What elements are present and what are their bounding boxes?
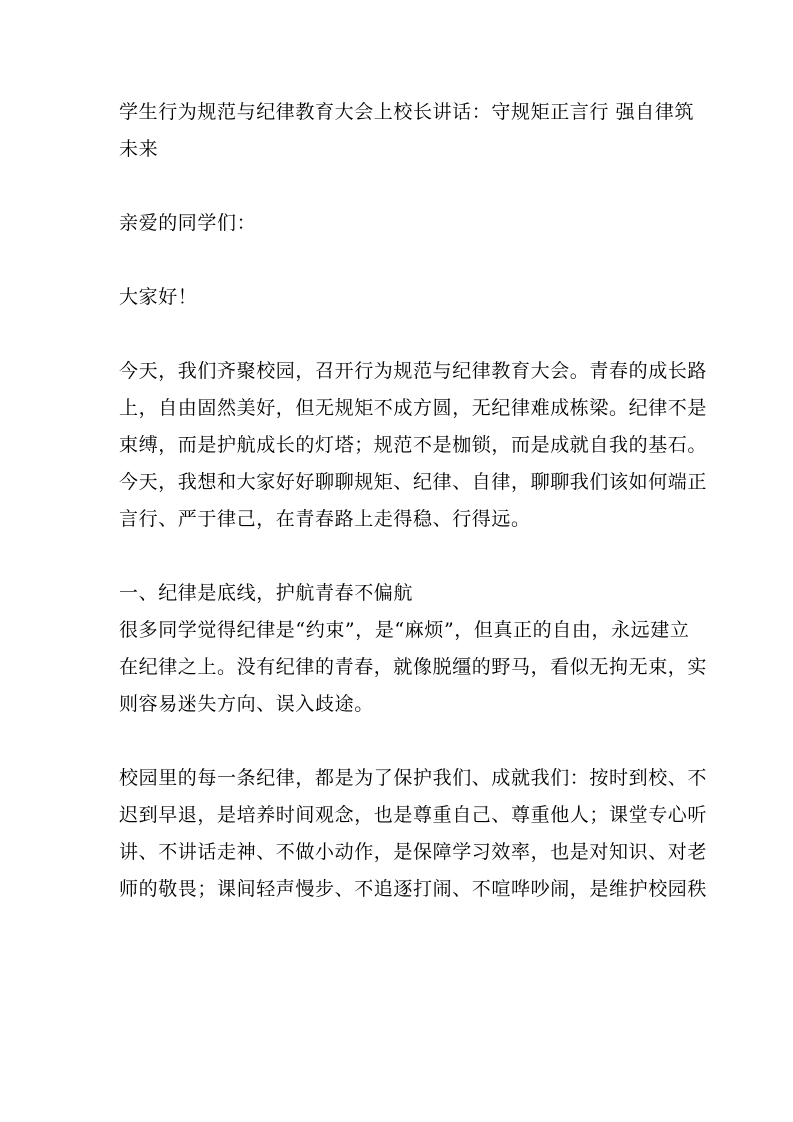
paragraph-3-line-2: 迟到早退，是培养时间观念，也是尊重自己、尊重他人；课堂专心听: [119, 804, 708, 826]
section-1-heading: 一、纪律是底线，护航青春不偏航: [119, 582, 414, 604]
paragraph-1-line-4: 今天，我想和大家好好聊聊规矩、纪律、自律，聊聊我们该如何端正: [119, 471, 708, 493]
paragraph-1-line-5: 言行、严于律己，在青春路上走得稳、行得远。: [119, 508, 531, 530]
paragraph-1-line-1: 今天，我们齐聚校园，召开行为规范与纪律教育大会。青春的成长路: [119, 360, 708, 382]
paragraph-2-line-2: 在纪律之上。没有纪律的青春，就像脱缰的野马，看似无拘无束，实: [119, 656, 708, 678]
title-line-1: 学生行为规范与纪律教育大会上校长讲话：守规矩正言行 强自律筑: [119, 101, 695, 123]
paragraph-2-line-3: 则容易迷失方向、误入歧途。: [119, 693, 374, 715]
paragraph-2-line-1: 很多同学觉得纪律是“约束”，是“麻烦”，但真正的自由，永远建立: [119, 619, 690, 641]
document-body: [119, 94, 708, 908]
paragraph-3-line-1: 校园里的每一条纪律，都是为了保护我们、成就我们：按时到校、不: [119, 767, 708, 789]
paragraph-3-line-4: 师的敬畏；课间轻声慢步、不追逐打闹、不喧哗吵闹，是维护校园秩: [119, 878, 708, 900]
greeting: 大家好！: [119, 286, 198, 308]
salutation: 亲爱的同学们：: [119, 212, 257, 234]
paragraph-1-line-3: 束缚，而是护航成长的灯塔；规范不是枷锁，而是成就自我的基石。: [119, 434, 708, 456]
paragraph-3-line-3: 讲、不讲话走神、不做小动作，是保障学习效率，也是对知识、对老: [119, 841, 708, 863]
title-line-2: 未来: [119, 138, 159, 160]
paragraph-1-line-2: 上，自由固然美好，但无规矩不成方圆，无纪律难成栋梁。纪律不是: [119, 397, 708, 419]
